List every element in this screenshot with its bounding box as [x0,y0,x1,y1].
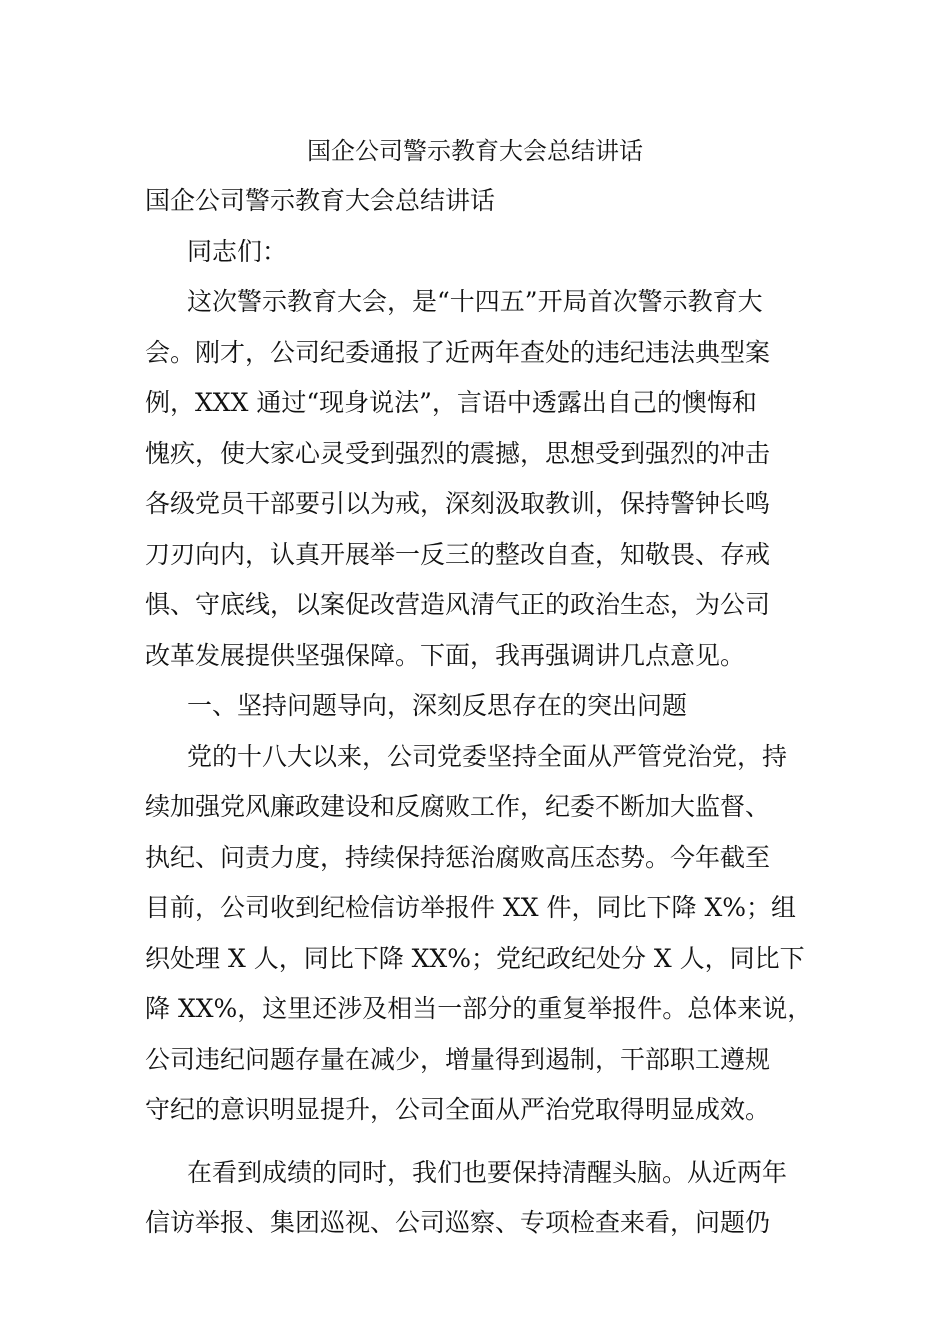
paragraph-line: 愧疚，使大家心灵受到强烈的震撼，思想受到强烈的冲击 [145,438,771,468]
document-body [145,176,815,1249]
paragraph-line: 会。刚才，公司纪委通报了近两年查处的违纪违法典型案 [145,337,771,367]
paragraph-line: 惧、守底线，以案促改营造风清气正的政治生态，为公司 [145,590,771,619]
paragraph-line: 织处理 X 人，同比下降 XX%；党纪政纪处分 X 人，同比下 [145,943,805,973]
section-heading: 一、坚持问题导向，深刻反思存在的突出问题 [187,691,688,720]
paragraph-line: 执纪、问责力度，持续保持惩治腐败高压态势。今年截至 [145,842,771,872]
paragraph-line: 改革发展提供坚强保障。下面，我再强调讲几点意见。 [145,640,746,670]
paragraph-line: 各级党员干部要引以为戒，深刻汲取教训，保持警钟长鸣 [145,489,771,518]
paragraph-line: 续加强党风廉政建设和反腐败工作，纪委不断加大监督、 [145,792,771,821]
paragraph-line: 公司违纪问题存量在减少，增量得到遏制，干部职工遵规 [145,1044,771,1074]
paragraph-line: 降 XX%，这里还涉及相当一部分的重复举报件。总体来说， [145,994,813,1023]
document-title: 国企公司警示教育大会总结讲话 [307,137,643,165]
paragraph-line: 这次警示教育大会，是“十四五”开局首次警示教育大 [187,287,763,316]
paragraph-line: 刀刃向内，认真开展举一反三的整改自查，知敬畏、存戒 [145,539,771,569]
paragraph-line: 在看到成绩的同时，我们也要保持清醒头脑。从近两年 [187,1157,788,1187]
paragraph-line: 信访举报、集团巡视、公司巡察、专项检查来看，问题仍 [145,1208,771,1237]
paragraph-line: 党的十八大以来，公司党委坚持全面从严管党治党，持 [187,741,788,771]
salutation-line: 同志们： [187,236,288,266]
paragraph-line: 守纪的意识明显提升，公司全面从严治党取得明显成效。 [145,1095,771,1124]
subtitle-line: 国企公司警示教育大会总结讲话 [145,186,496,215]
paragraph-line: 目前，公司收到纪检信访举报件 XX 件，同比下降 X%；组 [145,893,796,922]
paragraph-line: 例，XXX 通过“现身说法”，言语中透露出自己的懊悔和 [145,388,757,417]
